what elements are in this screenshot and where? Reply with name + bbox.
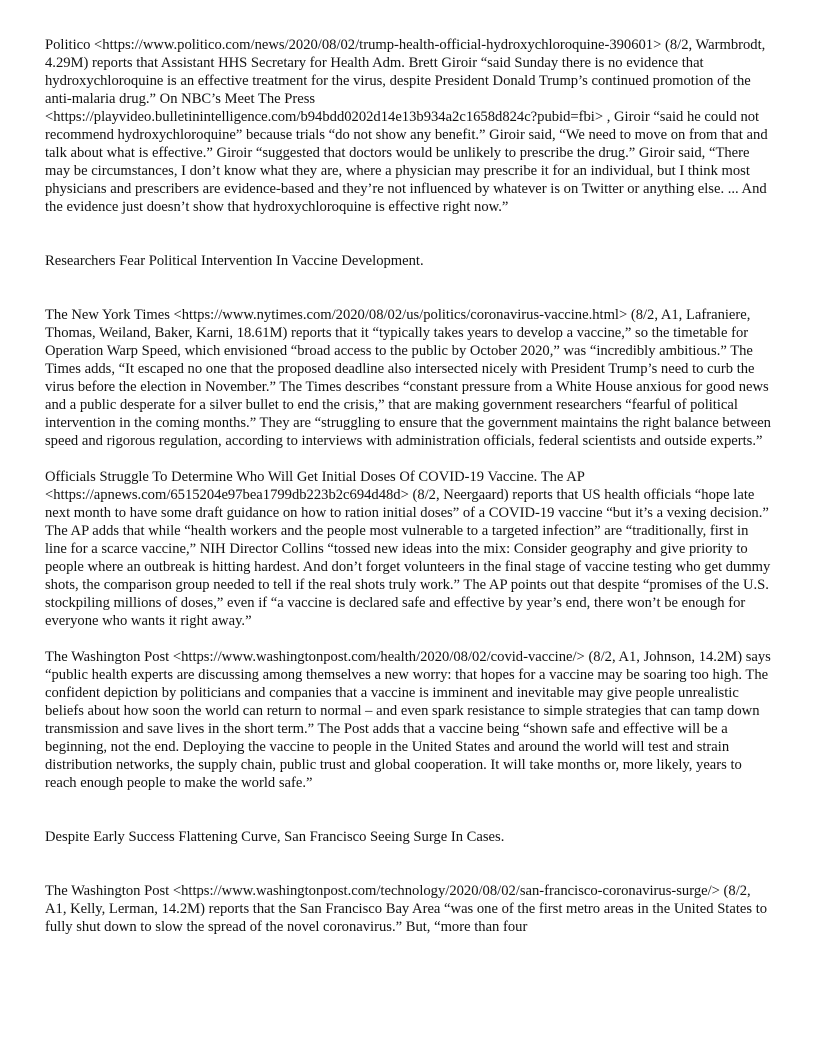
paragraph-wapo-san-francisco: The Washington Post <https://www.washingtonpost.com/technology/2020/08/02/san-francisco-coronavirus-surge/> (8/2, A1, Kelly, Lerman, 14.2M) reports that the San Francisco Bay Area “was one of the first metro areas in the United States to fully shut down to slow the spread of the novel coronavirus.” But, “more than four	[45, 883, 768, 935]
document-page	[45, 36, 771, 936]
paragraph-wapo-vaccine-hopes: The Washington Post <https://www.washingtonpost.com/health/2020/08/02/covid-vaccine/> (8/2, A1, Johnson, 14.2M) says “public health experts are discussing among themselves a new worry: that hopes for a vaccine may be soaring too high. The confident depiction by politicians and companies that a vaccine is imminent and inevitable may give people unrealistic beliefs about how soon the world can return to normal – and even spark resistance to simple strategies that can tamp down transmission and save lives in the short term.” The Post adds that a vaccine being “shown safe and effective will be a beginning, not the end. Deploying the vaccine to people in the United States and around the world will test and strain distribution networks, the supply chain, public trust and global cooperation. It will take months or, more likely, years to reach enough people to make the world safe.”	[45, 649, 771, 791]
heading-vaccine-political-intervention: Researchers Fear Political Intervention In Vaccine Development.	[45, 253, 424, 269]
paragraph-politico-hydroxychloroquine: Politico <https://www.politico.com/news/2020/08/02/trump-health-official-hydroxychloroquine-390601> (8/2, Warmbrodt, 4.29M) reports that Assistant HHS Secretary for Health Adm. Brett Giroir “said Sunday there is no evidence that hydroxychloroquine is an effective treatment for the virus, despite President Donald Trump’s continued promotion of the anti-malaria drug.” On NBC’s Meet The Press <https://playvideo.bulletinintelligence.com/b94bdd0202d14e13b934a2c1658d824c?pubid=fbi> , Giroir “said he could not recommend hydroxychloroquine” because trials “do not show any benefit.” Giroir said, “We need to move on from that and talk about what is effective.” Giroir “suggested that doctors would be unlikely to prescribe the drug.” Giroir said, “There may be circumstances, I don’t know what they are, where a physician may prescribe it for an individual, but I think most physicians and prescribers are evidence-based and they’re not influenced by whatever is on Twitter or anything else. ... And the evidence just doesn’t show that hydroxychloroquine is effective right now.”	[45, 37, 768, 215]
paragraph-ap-initial-doses: Officials Struggle To Determine Who Will Get Initial Doses Of COVID-19 Vaccine. The AP <https://apnews.com/6515204e97bea1799db223b2c694d48d> (8/2, Neergaard) reports that US health officials “hope late next month to have some draft guidance on how to ration initial doses” of a COVID-19 vaccine “but it’s a vexing decision.” The AP adds that while “health workers and the people most vulnerable to a targeted infection” are “traditionally, first in line for a scarce vaccine,” NIH Director Collins “tossed new ideas into the mix: Consider geography and give priority to people where an outbreak is hitting hardest. And don’t forget volunteers in the final stage of vaccine testing who get dummy shots, the comparison group needed to tell if the real shots truly work.” The AP points out that despite “promises of the U.S. stockpiling millions of doses,” even if “a vaccine is declared safe and effective by year’s end, there won’t be enough for everyone who wants it right away.”	[45, 469, 771, 629]
paragraph-nyt-vaccine: The New York Times <https://www.nytimes.com/2020/08/02/us/politics/coronavirus-vaccine.html> (8/2, A1, Lafraniere, Thomas, Weiland, Baker, Karni, 18.61M) reports that it “typically takes years to develop a vaccine,” so the timetable for Operation Warp Speed, which envisioned “broad access to the public by October 2020,” was “incredibly ambitious.” The Times adds, “It escaped no one that the proposed deadline also intersected nicely with President Trump’s need to curb the virus before the election in November.” The Times describes “constant pressure from a White House anxious for good news and a public desperate for a silver bullet to end the crisis,” that are making government researchers “fearful of political intervention in the coming months.” They are “struggling to ensure that the government maintains the right balance between speed and rigorous regulation, according to interviews with administration officials, federal scientists and outside experts.”	[45, 307, 771, 449]
heading-san-francisco-surge: Despite Early Success Flattening Curve, San Francisco Seeing Surge In Cases.	[45, 829, 505, 845]
